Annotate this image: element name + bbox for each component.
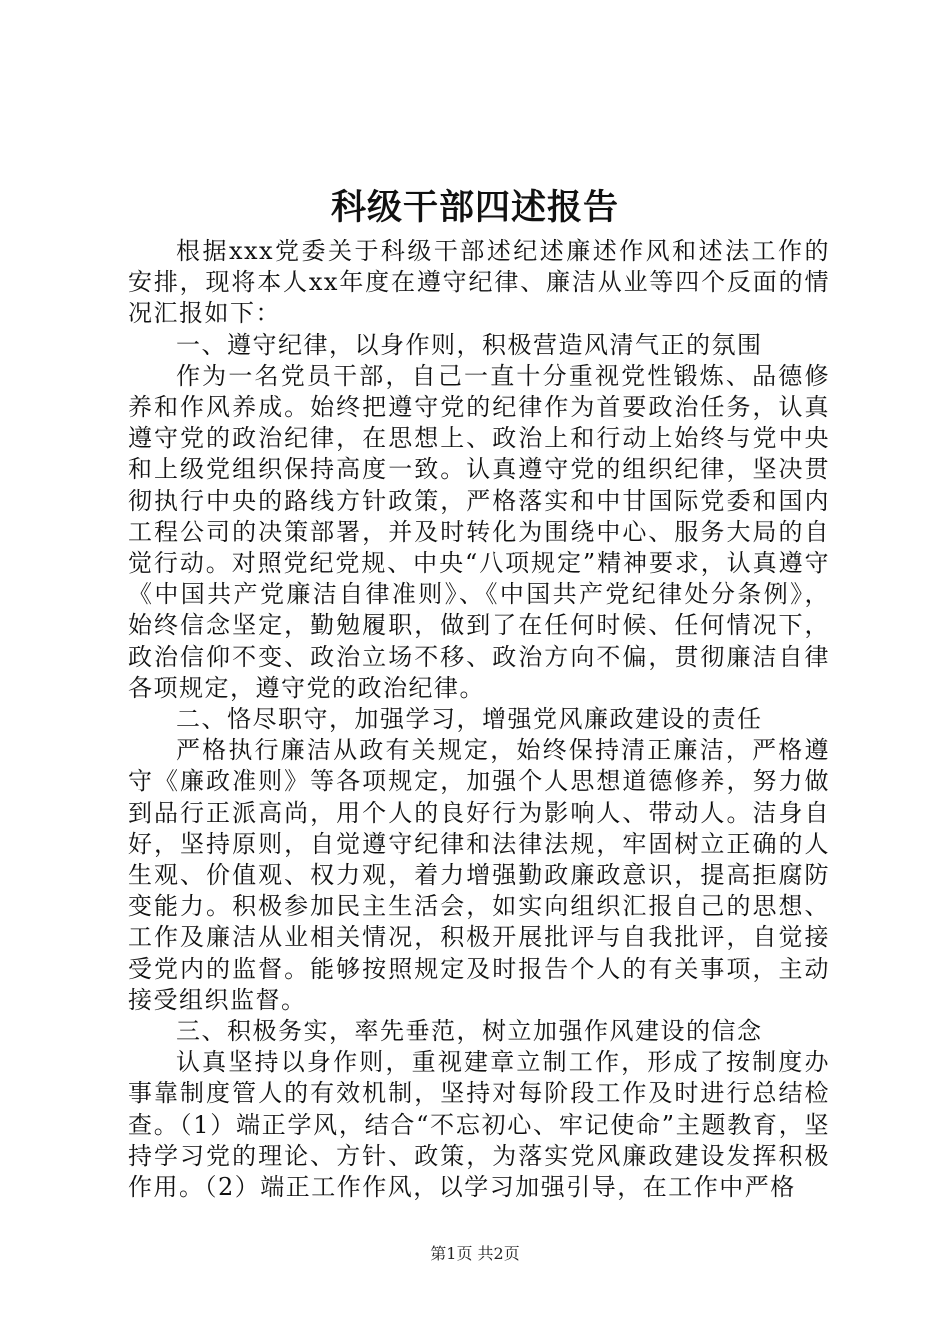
page-number: 第1页 共2页: [430, 1244, 520, 1263]
document-body: [128, 236, 830, 1203]
section-1-paragraph: 作为一名党员干部，自己一直十分重视党性锻炼、品德修养和作风养成。始终把遵守党的纪律作为首要政治任务，认真遵守党的政治纪律，在思想上、政治上和行动上始终与党中央和上级党组织保持高度一致。认真遵守党的组织纪律，坚决贯彻执行中央的路线方针政策，严格落实和中甘国际党委和国内工程公司的决策部署，并及时转化为围绕中心、服务大局的自觉行动。对照党纪党规、中央“八项规定”精神要求，认真遵守《中国共产党廉洁自律准则》、《中国共产党纪律处分条例》，始终信念坚定，勤勉履职，做到了在任何时候、任何情况下，政治信仰不变、政治立场不移、政治方向不偏，贯彻廉洁自律各项规定，遵守党的政治纪律。: [128, 361, 830, 702]
document-title: 科级干部四述报告: [330, 187, 619, 228]
section-heading-3: 三、积极务实，率先垂范，树立加强作风建设的信念: [176, 1017, 763, 1046]
section-heading-2: 二、恪尽职守，加强学习，增强党风廉政建设的责任: [176, 705, 763, 734]
section-heading-1: 一、遵守纪律，以身作则，积极营造风清气正的氛围: [176, 330, 763, 359]
section-3-paragraph: 认真坚持以身作则，重视建章立制工作，形成了按制度办事靠制度管人的有效机制，坚持对每阶段工作及时进行总结检查。（1）端正学风，结合“不忘初心、牢记使命”主题教育，坚持学习党的理论、方针、政策，为落实党风廉政建设发挥积极作用。（2）端正工作作风，以学习加强引导，在工作中严格: [128, 1048, 830, 1202]
section-2-paragraph: 严格执行廉洁从政有关规定，始终保持清正廉洁，严格遵守《廉政准则》等各项规定，加强个人思想道德修养，努力做到品行正派高尚，用个人的良好行为影响人、带动人。洁身自好，坚持原则，自觉遵守纪律和法律法规，牢固树立正确的人生观、价值观、权力观，着力增强勤政廉政意识，提高拒腐防变能力。积极参加民主生活会，如实向组织汇报自己的思想、工作及廉洁从业相关情况，积极开展批评与自我批评，自觉接受党内的监督。能够按照规定及时报告个人的有关事项，主动接受组织监督。: [128, 736, 830, 1014]
intro-paragraph: 根据xxx党委关于科级干部述纪述廉述作风和述法工作的安排，现将本人xx年度在遵守纪律、廉洁从业等四个反面的情况汇报如下：: [128, 237, 830, 328]
